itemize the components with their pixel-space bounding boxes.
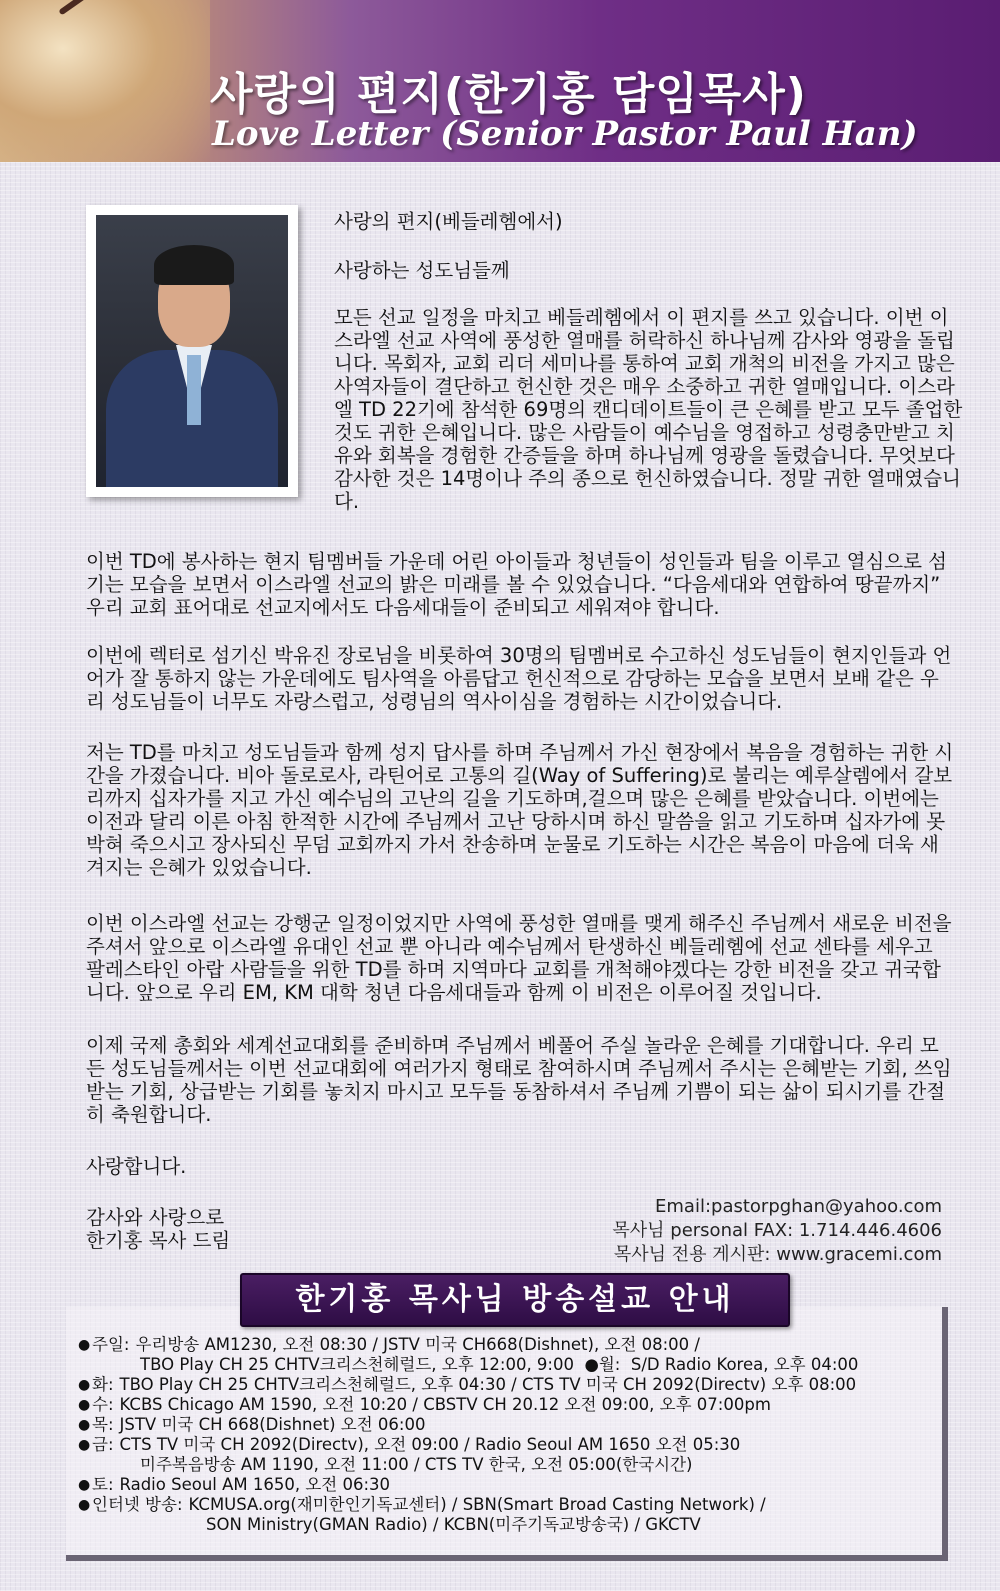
schedule-row-continued: TBO Play CH 25 CHTV크리스천헤럴드, 오후 12:00, 9:00 ●월: S/D Radio Korea, 오후 04:00 — [140, 1355, 859, 1374]
letter-paragraph-2: 이번 TD에 봉사하는 현지 팀멤버들 가운데 어린 아이들과 청년들이 성인들과 팀을 이루고 열심으로 섬기는 모습을 보면서 이스라엘 선교의 밝은 미래를 볼 수 있었습니다. “다음세대와 연합하여 땅끝까지” 우리 교회 표어대로 선교지에서도 다음세대들이 준비되고 세워져야 합니다. — [86, 550, 947, 619]
contact-email[interactable]: Email:pastorpghan@yahoo.com — [655, 1196, 942, 1217]
schedule-row: ● 금: CTS TV 미국 CH 2092(Directv), 오전 09:00 / Radio Seoul AM 1650 오전 05:30 — [78, 1435, 741, 1454]
schedule-row: ● 화: TBO Play CH 25 CHTV크리스천헤럴드, 오후 04:30 / CTS TV 미국 CH 2092(Directv) 오후 08:00 — [78, 1375, 857, 1394]
signature-line-2: 한기홍 목사 드림 — [86, 1229, 231, 1252]
contact-fax: 목사님 personal FAX: 1.714.446.4606 — [612, 1220, 942, 1241]
contact-info — [522, 1195, 942, 1267]
page-title: 사랑의 편지(한기홍 담임목사) — [210, 69, 807, 120]
letter-paragraph-4: 저는 TD를 마치고 성도님들과 함께 성지 답사를 하며 주님께서 가신 현장에서 복음을 경험하는 귀한 시간을 가졌습니다. 비아 돌로로사, 라틴어로 고통의 길(Way of Suffering)로 불리는 예루살렘에서 갈보리까지 십자가를 지고 가신 예수님의 고난의 길을 기도하며,걸으며 많은 은혜를 받았습니다. 이번에는 이전과 달리 이른 아침 한적한 시간에 주님께서 고난 당하시며 하신 말씀을 읽고 기도하며 십자가에 못박혀 죽으시고 장사되신 무덤 교회까지 가서 찬송하며 눈물로 기도하는 시간은 복음이 마음에 더욱 새겨지는 은혜가 있었습니다. — [86, 741, 954, 879]
letter-paragraph-3: 이번에 렉터로 섬기신 박유진 장로님을 비롯하여 30명의 팀멤버로 수고하신 성도님들이 현지인들과 언어가 잘 통하지 않는 가운데에도 팀사역을 아름답고 헌신적으로 감당하는 모습을 보면서 보배 같은 우리 성도님들이 너무도 자랑스럽고, 성령님의 역사이심을 경험하는 시간이었습니다. — [86, 644, 952, 713]
letter-signature — [86, 1206, 386, 1252]
schedule-row: ● 목: JSTV 미국 CH 668(Dishnet) 오전 06:00 — [78, 1415, 426, 1434]
letter-paragraph-6: 이제 국제 총회와 세계선교대회를 준비하며 주님께서 베풀어 주실 놀라운 은혜를 기대합니다. 우리 모든 성도님들께서는 이번 선교대회에 여러가지 형태로 참여하시며 주님께서 주시는 은혜받는 기회, 쓰임받는 기회, 상급받는 기회를 놓치지 마시고 모두들 동참하셔서 주님께 기쁨이 되는 삶이 되시기를 간절히 축원합니다. — [86, 1034, 952, 1126]
schedule-row: ● 수: KCBS Chicago AM 1590, 오전 10:20 / CBSTV CH 20.12 오전 09:00, 오후 07:00pm — [78, 1395, 771, 1414]
schedule-row-continued: 미주복음방송 AM 1190, 오전 11:00 / CTS TV 한국, 오전 05:00(한국시간) — [140, 1455, 693, 1474]
letter-paragraph-1: 모든 선교 일정을 마치고 베들레헴에서 이 편지를 쓰고 있습니다. 이번 이스라엘 선교 사역에 풍성한 열매를 허락하신 하나님께 감사와 영광을 돌립니다. 목회자, 교회 리더 세미나를 통하여 교회 개척의 비전을 가지고 많은 사역자들이 결단하고 헌신한 것은 매우 소중하고 귀한 열매입니다. 이스라엘 TD 22기에 참석한 69명의 캔디데이트들이 큰 은혜를 받고 모두 졸업한 것도 귀한 은혜입니다. 많은 사람들이 예수님을 영접하고 성령충만받고 치유와 회복을 경험한 간증들을 하며 하나님께 영광을 돌렸습니다. 무엇보다 감사한 것은 14명이나 주의 종으로 헌신하였습니다. 정말 귀한 열매였습니다. — [334, 306, 963, 513]
letter-paragraph-5: 이번 이스라엘 선교는 강행군 일정이었지만 사역에 풍성한 열매를 맺게 해주신 주님께서 새로운 비전을 주셔서 앞으로 이스라엘 유대인 선교 뿐 아니라 예수님께서 탄생하신 베들레헴에 선교 센타를 세우고 팔레스타인 아랍 사람들을 위한 TD를 하며 지역마다 교회를 개척해야겠다는 강한 비전을 갖고 귀국합니다. 앞으로 우리 EM, KM 대학 청년 다음세대들과 함께 이 비전은 이루어질 것입니다. — [86, 912, 952, 1004]
schedule-row: ● 인터넷 방송: KCMUSA.org(재미한인기독교센터) / SBN(Smart Broad Casting Network) / — [78, 1495, 766, 1514]
schedule-row: ● 토: Radio Seoul AM 1650, 오전 06:30 — [78, 1475, 391, 1494]
schedule-row-continued: SON Ministry(GMAN Radio) / KCBN(미주기독교방송국) / GKCTV — [206, 1515, 701, 1534]
pen-illustration — [0, 0, 210, 162]
pastor-photo — [96, 215, 288, 487]
signature-line-1: 감사와 사랑으로 — [86, 1206, 225, 1229]
pastor-photo-frame — [86, 205, 298, 497]
page-subtitle: Love Letter (Senior Pastor Paul Han) — [212, 114, 918, 154]
header-banner — [0, 0, 1000, 162]
letter-salutation: 사랑하는 성도님들께 — [334, 259, 510, 282]
broadcast-title: 한기홍 목사님 방송설교 안내 — [240, 1273, 790, 1327]
schedule-row: ● 주일: 우리방송 AM1230, 오전 08:30 / JSTV 미국 CH668(Dishnet), 오전 08:00 / — [78, 1335, 700, 1354]
letter-heading: 사랑의 편지(베들레헴에서) — [334, 210, 563, 233]
letter-closing: 사랑합니다. — [86, 1155, 187, 1178]
contact-board[interactable]: 목사님 전용 게시판: www.gracemi.com — [613, 1244, 942, 1265]
broadcast-schedule — [78, 1335, 938, 1535]
